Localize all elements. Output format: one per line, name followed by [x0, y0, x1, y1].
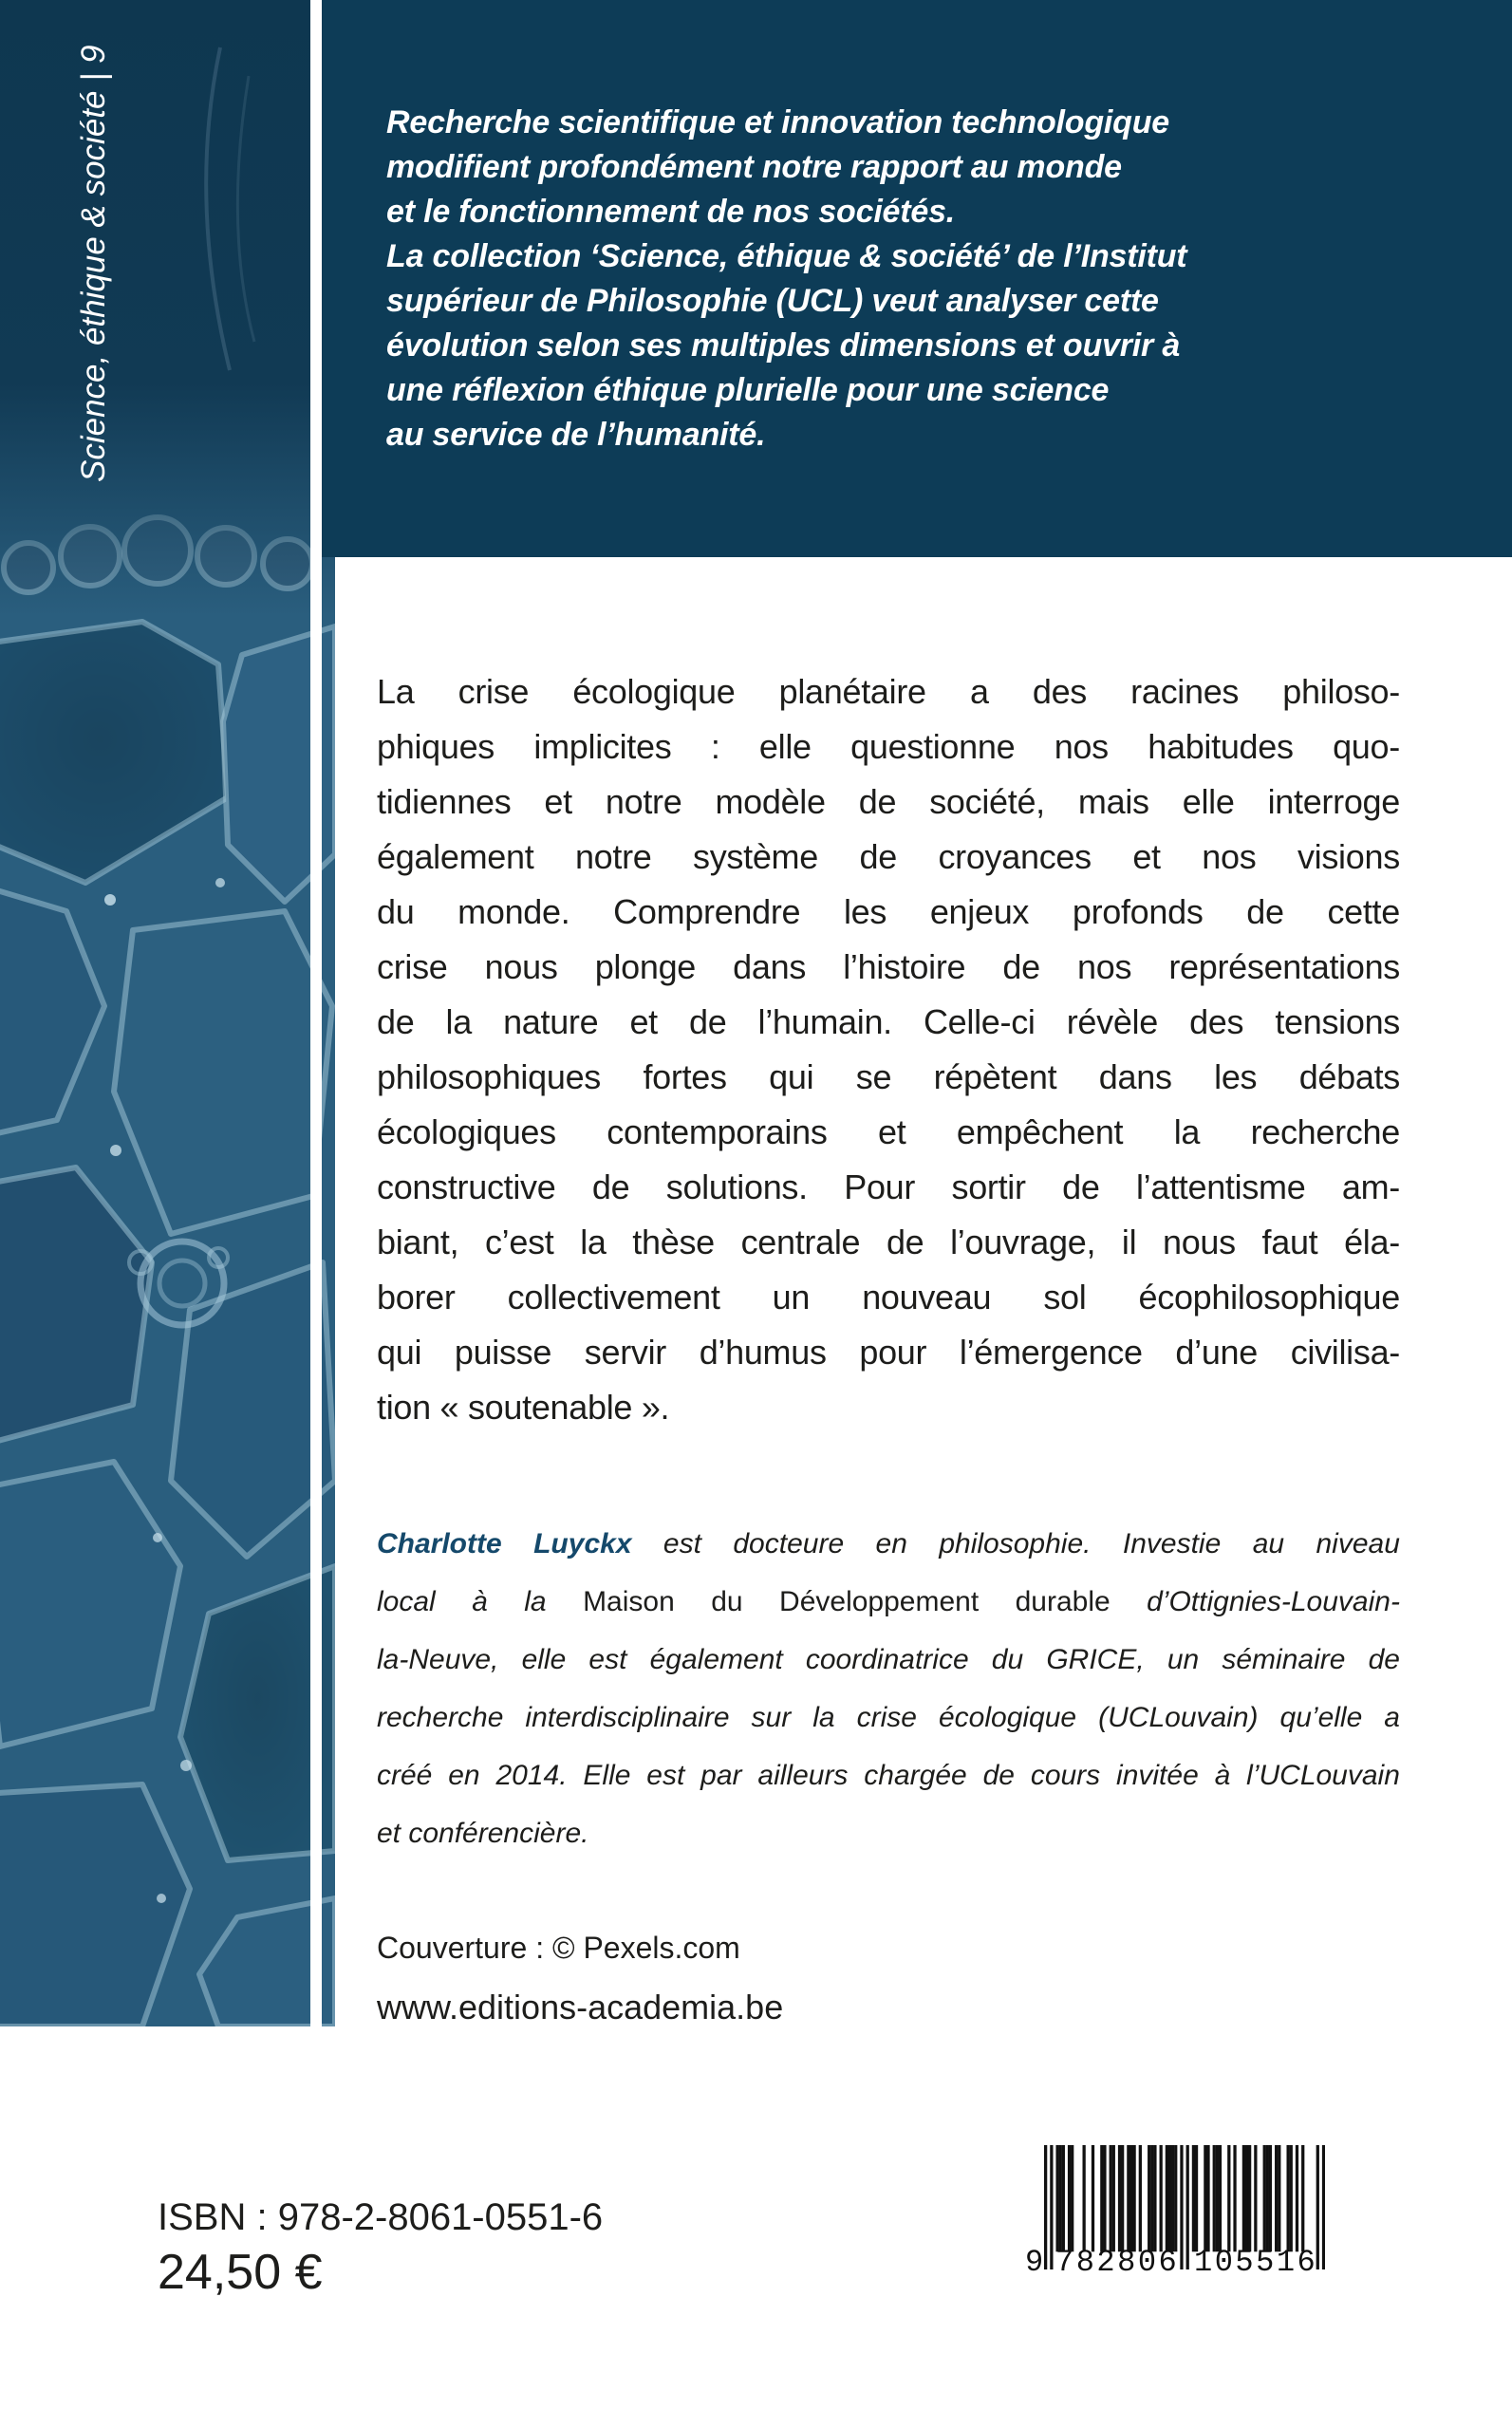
bubble-texture-image: [0, 0, 335, 2026]
text-line: supérieur de Philosophie (UCL) veut analyser cette: [386, 283, 1159, 319]
text-line: évolution selon ses multiples dimensions et ouvrir à: [386, 327, 1181, 364]
cover-texture-strip: [0, 0, 335, 2026]
text-line: philosophiques fortes qui se répètent dans les débats: [377, 1057, 1400, 1096]
text-line: au service de l’humanité.: [386, 417, 766, 453]
text-line: une réflexion éthique plurielle pour une science: [386, 372, 1110, 408]
author-bio: [377, 1515, 1400, 1862]
synopsis: [377, 664, 1400, 1435]
text-line: tidiennes et notre modèle de société, mais elle interroge: [377, 782, 1400, 821]
text-line: écologiques contemporains et empêchent la recherche: [377, 1112, 1400, 1151]
text-line: Recherche scientifique et innovation technologique: [386, 104, 1170, 140]
spine-divider-line: [310, 0, 322, 2026]
barcode-digits-left-group: 782806: [1055, 2245, 1180, 2280]
text-line: modifient profondément notre rapport au monde: [386, 149, 1122, 185]
text-line: et conférencière.: [377, 1818, 589, 1849]
text-line: recherche interdisciplinaire sur la crise écologique (UCLouvain) qu’elle a: [377, 1702, 1400, 1733]
text-line: crise nous plonge dans l’histoire de nos représentations: [377, 947, 1400, 986]
barcode-digits-right-group: 105516: [1194, 2245, 1318, 2280]
text-line: de la nature et de l’humain. Celle-ci révèle des tensions: [377, 1002, 1400, 1041]
text-line: La crise écologique planétaire a des racines philoso-: [377, 672, 1400, 711]
text-line: également notre système de croyances et nos visions: [377, 837, 1400, 876]
series-spine-label: Science, éthique & société | 9: [75, 45, 112, 482]
text-line: qui puisse servir d’humus pour l’émergence d’une civilisa-: [377, 1333, 1400, 1372]
publisher-website: www.editions-academia.be: [377, 1988, 784, 2026]
barcode-digit-lead: 9: [1025, 2245, 1046, 2280]
text-line: Charlotte Luyckx est docteure en philosophie. Investie au niveau: [377, 1528, 1400, 1559]
text-line: La collection ‘Science, éthique & société’ de l’Institut: [386, 238, 1187, 274]
text-line: local à la Maison du Développement durable d’Ottignies-Louvain-: [377, 1586, 1400, 1617]
text-line: tion « soutenable ».: [377, 1388, 670, 1427]
price: 24,50 €: [158, 2245, 323, 2300]
text-line: phiques implicites : elle questionne nos habitudes quo-: [377, 727, 1400, 766]
cover-credit: Couverture : © Pexels.com: [377, 1931, 740, 1965]
isbn-number: ISBN : 978-2-8061-0551-6: [158, 2196, 604, 2238]
text-line: biant, c’est la thèse centrale de l’ouvrage, il nous faut éla-: [377, 1223, 1400, 1261]
text-line: borer collectivement un nouveau sol écophilosophique: [377, 1278, 1400, 1317]
text-line: et le fonctionnement de nos sociétés.: [386, 194, 956, 230]
text-line: constructive de solutions. Pour sortir de l’attentisme am-: [377, 1167, 1400, 1206]
barcode: [1023, 2145, 1329, 2288]
collection-note: [322, 0, 1512, 557]
text-line: créé en 2014. Elle est par ailleurs chargée de cours invitée à l’UCLouvain: [377, 1760, 1400, 1791]
text-line: la-Neuve, elle est également coordinatrice du GRICE, un séminaire de: [377, 1644, 1400, 1675]
text-line: du monde. Comprendre les enjeux profonds de cette: [377, 892, 1400, 931]
